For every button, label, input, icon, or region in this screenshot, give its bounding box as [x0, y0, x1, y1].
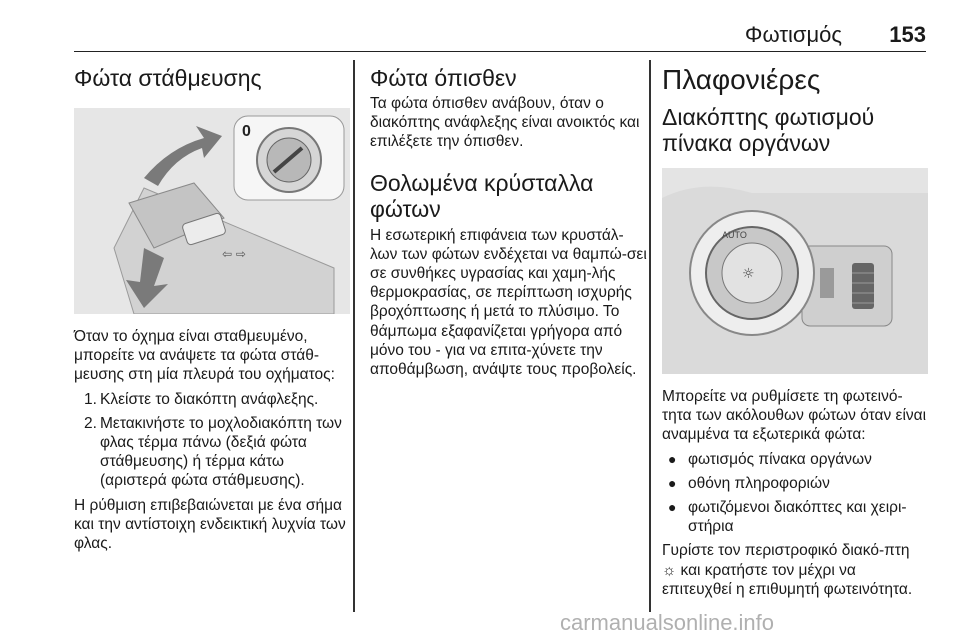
svg-text:☼: ☼: [742, 266, 755, 282]
list-item: ● φωτισμός πίνακα οργάνων: [668, 450, 872, 468]
illustration-turn-signal-lever: [74, 108, 350, 314]
column-reversing-lights: [370, 52, 648, 379]
section-title: Φωτισμός: [744, 22, 842, 47]
column-divider: [649, 60, 651, 612]
heading-dash-switch: Διακόπτης φωτισμού πίνακα οργάνων: [662, 104, 875, 156]
column-interior-lights: [662, 52, 928, 599]
heading-fogged-lenses: Θολωμένα κρύσταλλα φώτων: [370, 169, 594, 222]
parking-confirm: Η ρύθμιση επιβεβαιώνεται με ένα σήμα και την αντίστοιχη ενδεικτική λυχνία των φλας.: [74, 496, 346, 553]
svg-text:⇦ ⇨: ⇦ ⇨: [222, 247, 246, 261]
page-number: 153: [889, 22, 926, 47]
reversing-text: Τα φώτα όπισθεν ανάβουν, όταν ο διακόπτης ανάφλεξης είναι ανοικτός και επιλέξετε την όπισθεν.: [370, 95, 640, 151]
heading-interior-lights: Πλαφονιέρες: [662, 64, 821, 95]
list-item: 2. Μετακινήστε το μοχλοδιακόπτη των φλας τέρμα πάνω (δεξιά φώτα στάθμευσης) ή τέρμα κάτω (αριστερά φώτα στάθμευσης).: [84, 414, 342, 490]
heading-reversing-lights: Φώτα όπισθεν: [370, 65, 517, 91]
figure-label: 0: [242, 123, 251, 140]
heading-parking-lights: Φώτα στάθμευσης: [74, 65, 262, 91]
illustration-light-switch: [662, 168, 928, 374]
page-header: [74, 0, 926, 52]
dash-instruction: Γυρίστε τον περιστροφικό διακό-πτη ☼ και κρατήστε τον μέχρι να επιτευχθεί η επιθυμητή φωτεινότητα.: [662, 542, 913, 598]
list-item: 1. Κλείστε το διακόπτη ανάφλεξης.: [84, 390, 319, 408]
list-item: ● φωτιζόμενοι διακόπτες και χειρι-στήρια: [668, 499, 907, 536]
dash-intro: Μπορείτε να ρυθμίσετε τη φωτεινό-τητα των ακόλουθων φώτων όταν είναι αναμμένα τα εξωτερικά φώτα:: [662, 388, 927, 444]
fogged-text: Η εσωτερική επιφάνεια των κρυστάλ-λων των φώτων ενδέχεται να θαμπώ-σει σε συνθήκες υγρασίας και χαμη-λής θερμοκρασίας, σε περίπτωση ισχυρής βροχόπτωσης ή μετά το πλύσιμο. Το θάμπωμα εξαφανίζεται γρήγορα από μόνο του - για να επιτα-χύνετε την αποθάμβωση, ανάψτε τους προβολείς.: [370, 226, 647, 379]
watermark: carmanualsonline.info: [560, 610, 775, 635]
list-item: ● οθόνη πληροφοριών: [668, 474, 830, 492]
light-switch-figure-icon: [662, 168, 928, 374]
parking-intro: Όταν το όχημα είναι σταθμευμένο, μπορείτε να ανάψετε τα φώτα στάθ-μευσης στη μία πλευρά του οχήματος:: [74, 328, 335, 384]
dash-items: [662, 450, 928, 537]
column-divider: [353, 60, 355, 612]
parking-steps: [74, 390, 350, 491]
figure-label: AUTO: [722, 230, 747, 240]
column-parking-lights: [74, 52, 350, 553]
lever-figure-icon: [74, 108, 350, 314]
